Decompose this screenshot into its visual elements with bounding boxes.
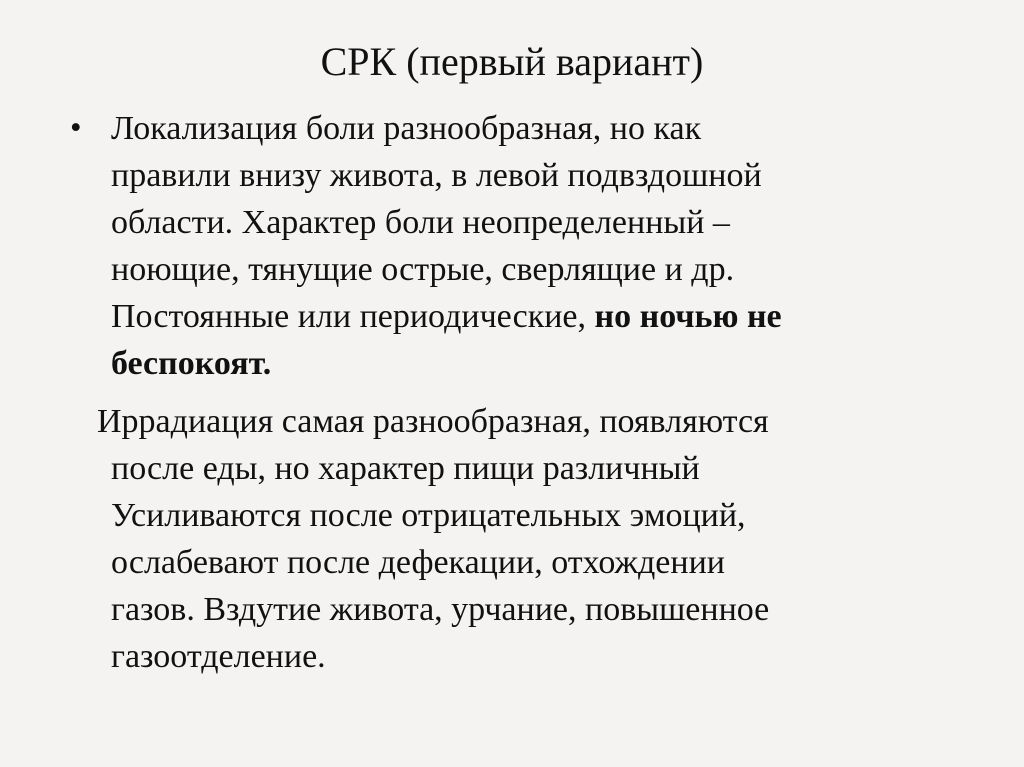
- paragraph-irradiation: [70, 398, 930, 680]
- text-line-mixed: [70, 293, 930, 340]
- text-line: ослабевают после дефекации, отхождении: [111, 544, 725, 581]
- text-line: Локализация боли разнообразная, но как: [111, 110, 702, 147]
- bullet-paragraph-localization: [70, 105, 930, 387]
- bullet-marker: •: [70, 110, 82, 146]
- text-line: области. Характер боли неопределенный –: [111, 204, 730, 241]
- text-line: Иррадиация самая разнообразная, появляются: [97, 403, 769, 440]
- emphasis-text: но ночью не: [594, 298, 782, 335]
- emphasis-text: беспокоят.: [111, 345, 272, 382]
- text-line: газоотделение.: [111, 638, 326, 675]
- text-line: ноющие, тянущие острые, сверлящие и др.: [111, 251, 735, 288]
- text-line: после еды, но характер пищи различный: [111, 450, 700, 487]
- text-line-regular-part: Постоянные или периодические,: [111, 298, 595, 335]
- text-line: газов. Вздутие живота, урчание, повышенное: [111, 591, 770, 628]
- text-line: Усиливаются после отрицательных эмоций,: [111, 497, 746, 534]
- slide-title: СРК (первый вариант): [320, 39, 704, 84]
- text-line: правили внизу живота, в левой подвздошной: [111, 157, 762, 194]
